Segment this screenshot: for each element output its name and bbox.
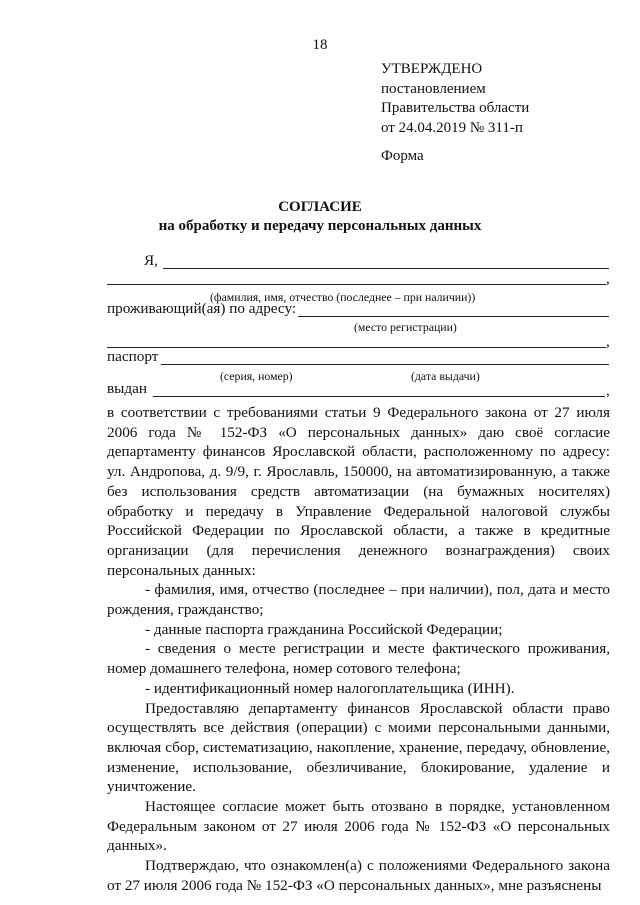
address-label: проживающий(ая) по адресу: xyxy=(107,300,297,317)
issued-comma: , xyxy=(606,382,610,399)
passport-series-line[interactable] xyxy=(161,364,609,365)
name-comma: , xyxy=(606,270,610,287)
name-line-2[interactable] xyxy=(107,284,606,285)
document-subtitle: на обработку и передачу персональных данных xyxy=(158,218,482,234)
address-line-1[interactable] xyxy=(298,316,609,317)
document-title: СОГЛАСИЕ xyxy=(278,199,362,215)
issued-line[interactable] xyxy=(153,396,605,397)
issued-label: выдан xyxy=(107,380,147,397)
consent-body xyxy=(107,403,610,896)
name-line-1[interactable] xyxy=(163,268,609,269)
list-item-1: - фамилия, имя, отчество (последнее – при наличии), пол, дата и место рождения, гражданство; xyxy=(107,581,610,619)
list-item-2: - данные паспорта гражданина Российской Федерации; xyxy=(145,620,503,638)
series-caption: (серия, номер) xyxy=(220,369,293,383)
consent-paragraph-1: в соответствии с требованиями статьи 9 Федерального закона от 27 июля 2006 года № 152-ФЗ «О персональных данных» даю своё согласие департаменту финансов Ярославской области, расположенному по адресу: ул. Андропова, д. 9/9, г. Ярославль, 150000, на автоматизированную, а также без использования средств автоматизации (на бумажных носителях) обработку и передачу в Управление Федеральной налоговой службы Российской Федерации по Ярославской области, а также в кредитные организации (для перечисления денежного вознаграждения) своих персональных данных: xyxy=(107,404,610,579)
approval-block xyxy=(381,60,529,138)
address-line-2[interactable] xyxy=(107,347,606,348)
address-caption: (место регистрации) xyxy=(354,320,457,334)
approval-line-1: УТВЕРЖДЕНО xyxy=(381,61,483,77)
consent-paragraph-2: Предоставляю департаменту финансов Ярославской области право осуществлять все действия (операции) с моими персональными данными, включая сбор, систематизацию, накопление, хранение, передачу, обновление, изменение, использование, обезличивание, блокирование, удаление и уничтожение. xyxy=(107,699,610,796)
approval-line-3: Правительства области xyxy=(381,100,530,116)
list-item-3: - сведения о месте регистрации и месте фактического проживания, номер домашнего телефона, номер сотового телефона; xyxy=(107,640,610,678)
form-label: Форма xyxy=(381,148,424,164)
approval-line-2: постановлением xyxy=(381,80,486,97)
date-caption: (дата выдачи) xyxy=(411,369,480,383)
ya-label: Я, xyxy=(144,252,158,269)
consent-paragraph-4: Подтверждаю, что ознакомлен(а) с положениями Федерального закона от 27 июля 2006 года № 152-ФЗ «О персональных данных», мне разъяснены xyxy=(107,857,610,894)
address-comma: , xyxy=(606,333,610,350)
list-item-4: - идентификационный номер налогоплательщика (ИНН). xyxy=(145,679,515,697)
consent-paragraph-3: Настоящее согласие может быть отозвано в порядке, установленном Федеральным законом от 27 июля 2006 года № 152-ФЗ «О персональных данных». xyxy=(107,798,610,855)
fio-caption: (фамилия, имя, отчество (последнее – при наличии)) xyxy=(210,290,476,304)
page-number: 18 xyxy=(312,37,328,53)
passport-label: паспорт xyxy=(107,348,159,365)
approval-line-4: от 24.04.2019 № 311-п xyxy=(381,119,523,136)
